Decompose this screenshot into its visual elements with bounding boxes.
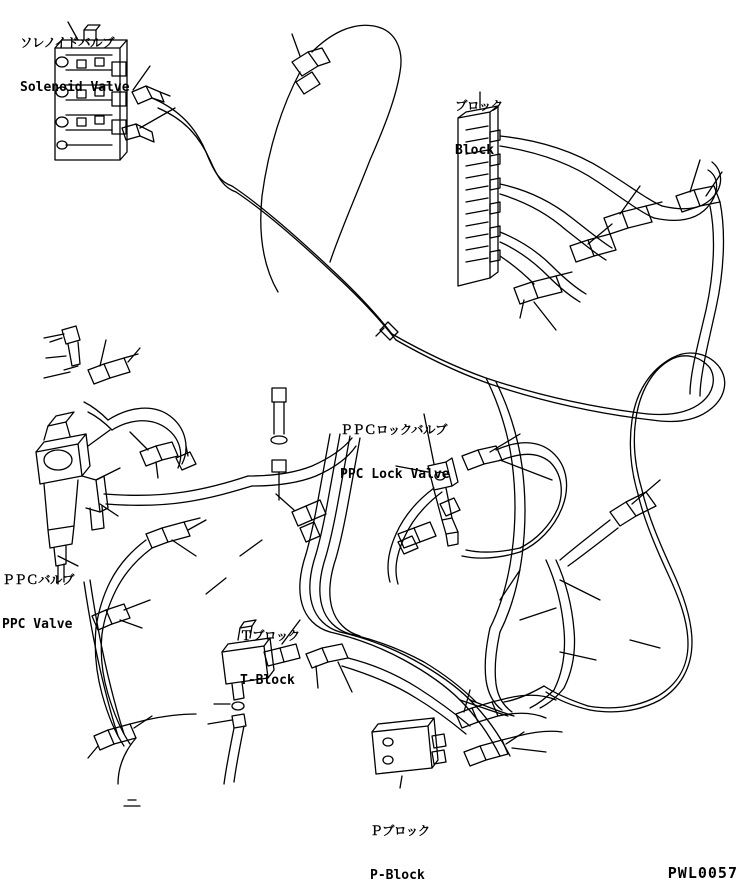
fitting-ppclock-lower: [398, 522, 436, 548]
leader-bundle-right: [632, 480, 660, 504]
leader-fitting-block-2: [690, 160, 700, 192]
main-line-upper-b: [236, 192, 396, 340]
drawing-part-number: PWL0057: [667, 864, 738, 882]
hose-misc-4: [504, 686, 544, 702]
leader-lowerleft-2b: [88, 746, 98, 758]
leader-lowerleft-1: [124, 600, 150, 610]
fitting-top-center: [292, 48, 330, 94]
leader-midleft-1b: [128, 348, 140, 362]
label-p-block: [370, 793, 430, 886]
fitting-t-block-right: [306, 644, 348, 668]
hose-lowerleft-b: [95, 628, 124, 746]
leader-top-center: [292, 34, 300, 56]
fitting-midleft-2: [140, 442, 178, 466]
label-block-jp: ブロック: [455, 98, 503, 113]
leader-t-block-right: [316, 666, 318, 688]
leader-callout-4: [560, 652, 596, 660]
leader-fitting-b: [140, 108, 175, 128]
leader-pblock-2b: [512, 748, 546, 752]
fitting-solenoid-a: [132, 86, 170, 104]
bundle-c-1: [306, 434, 330, 554]
hose-tblock-down: [224, 728, 234, 784]
main-line-upper-a: [232, 186, 392, 334]
leader-p-block: [400, 776, 402, 788]
leader-callout-6: [240, 540, 262, 556]
hose-block-4a: [500, 256, 534, 284]
fitting-bundle-center-1: [292, 500, 326, 526]
label-ppc-valve: [2, 542, 74, 662]
leader-lowerleft-1b: [120, 620, 142, 628]
leader-ppclock-top2: [500, 460, 552, 480]
label-p-block-jp: Ｐブロック: [370, 823, 430, 838]
fitting-midleft-3: [176, 452, 196, 470]
label-ppc-valve-jp: ＰＰＣバルブ: [2, 572, 75, 587]
bundle-c-3: [330, 632, 460, 700]
hose-block-3a: [500, 232, 586, 294]
leader-ppc-right: [188, 520, 206, 530]
bundle-c-2: [300, 554, 330, 632]
hose-lowerleft-c: [146, 714, 196, 720]
label-t-block-jp: Ｔブロック: [240, 628, 300, 643]
hose-ppclock-loop-a: [496, 443, 567, 552]
hose-ppc-right: [104, 476, 248, 495]
leader-bolt-ul-b: [46, 356, 66, 358]
label-solenoid-valve-en: Solenoid Valve: [20, 80, 130, 95]
label-p-block-en: P-Block: [370, 868, 425, 883]
hose-lowerleft-a: [96, 540, 146, 628]
label-ppc-lock-valve: [340, 392, 450, 512]
label-solenoid-valve: [20, 5, 130, 125]
leader-ppc-valve-a: [88, 430, 110, 446]
bolt-upper-left: [50, 326, 80, 370]
fitting-ppc-right: [146, 518, 200, 548]
leader-callout-7: [206, 578, 226, 594]
label-solenoid-valve-jp: ソレノイドバルブ: [20, 35, 115, 50]
leader-bolt-ul: [44, 334, 64, 338]
hose-top-loop-outer: [312, 25, 401, 262]
leader-t-block-c: [208, 720, 232, 724]
main-line-right-bend-b: [652, 368, 725, 422]
fitting-bundle-right: [610, 492, 656, 526]
p-block-body: [372, 718, 446, 774]
label-t-block: [240, 598, 300, 718]
label-ppc-valve-en: PPC Valve: [2, 617, 73, 632]
leader-midleft-2: [130, 432, 148, 450]
leader-ppc-valve-b: [96, 468, 120, 480]
hose-top-loop-inner: [261, 72, 300, 292]
label-t-block-en: T-Block: [240, 673, 295, 688]
leader-ppc-right-b: [172, 540, 196, 556]
label-ppc-lock-valve-jp: ＰＰＣロックバルブ: [340, 422, 448, 437]
leader-midleft-1: [100, 340, 106, 366]
hose-misc-3: [530, 690, 554, 708]
label-block: [455, 68, 503, 188]
leader-bolt-ul-c: [44, 372, 70, 378]
label-block-en: Block: [455, 143, 495, 158]
leader-midleft-2b: [156, 462, 158, 478]
leader-callout-1: [560, 580, 600, 600]
leader-fitting-block-4: [534, 302, 556, 330]
hose-lr-3: [546, 692, 590, 710]
bundle-r-2: [546, 560, 565, 690]
leader-callout-5: [630, 640, 660, 648]
leader-callout-3: [520, 608, 556, 620]
pin-center-left: [271, 388, 287, 500]
main-line-right-bend-a: [648, 368, 713, 415]
hose-lr-1: [634, 356, 710, 490]
label-ppc-lock-valve-en: PPC Lock Valve: [340, 467, 450, 482]
hose-solenoid-upper-2: [158, 108, 236, 192]
